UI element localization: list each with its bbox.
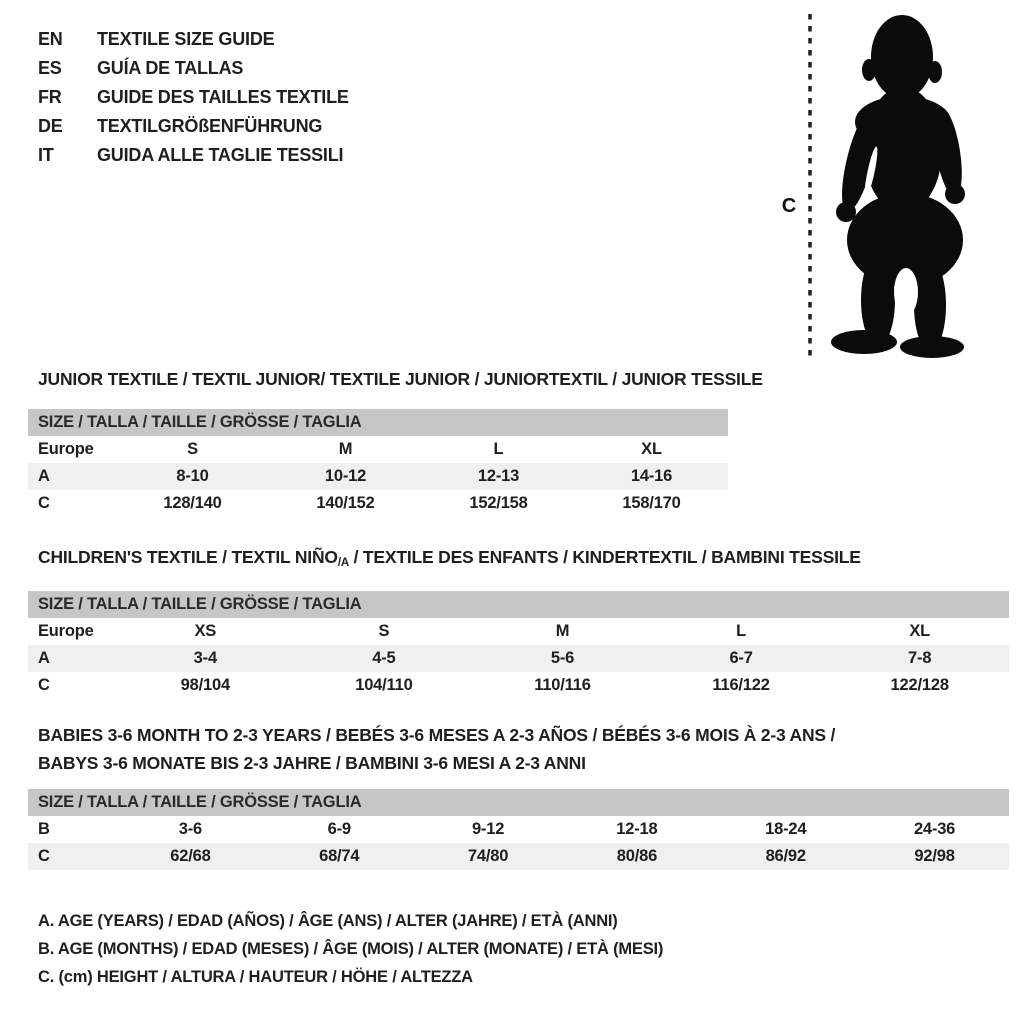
language-code: EN [38,29,63,49]
footnote-c: C. (cm) HEIGHT / ALTURA / HAUTEUR / HÖHE / ALTEZZA [38,968,473,986]
age-cell: 9-12 [471,820,505,838]
height-cell: 152/158 [469,494,528,512]
children-section-title [38,547,861,569]
height-cell: 68/74 [319,847,360,865]
age-cell: 4-5 [372,649,396,667]
table-row-age [28,463,728,490]
language-code: ES [38,58,62,78]
height-cell: 86/92 [765,847,806,865]
footnote-b: B. AGE (MONTHS) / EDAD (MESES) / ÂGE (MOIS) / ALTER (MONATE) / ETÀ (MESI) [38,940,664,958]
children-title-subscript: /A [337,557,349,569]
language-label: GUIDE DES TAILLES TEXTILE [97,87,349,107]
height-cell: 62/68 [170,847,211,865]
children-size-table [28,591,1009,699]
age-cell: 12-13 [477,467,520,485]
age-cell: 6-9 [327,820,351,838]
table-row-age [28,645,1009,672]
row-label: B [38,820,50,838]
language-label: TEXTILGRÖßENFÜHRUNG [97,116,323,136]
height-measure-label: C [781,195,796,217]
height-cell: 104/110 [355,676,413,694]
table-row-age-months [28,816,1009,843]
age-cell: 7-8 [908,649,932,667]
table-row-height [28,490,728,517]
size-cell: M [555,622,570,640]
footnote-a: A. AGE (YEARS) / EDAD (AÑOS) / ÂGE (ANS) / ALTER (JAHRE) / ETÀ (ANNI) [38,912,618,930]
size-cell: XL [909,622,931,640]
height-cell: 158/170 [622,494,681,512]
age-cell: 3-4 [193,649,217,667]
age-cell: 5-6 [550,649,575,667]
language-row-fr [38,83,349,112]
age-cell: 8-10 [176,467,209,485]
age-cell: 10-12 [324,467,367,485]
junior-size-table [28,409,728,517]
size-table-header: SIZE / TALLA / TAILLE / GRÖSSE / TAGLIA [28,409,728,436]
height-cell: 80/86 [616,847,658,865]
age-cell: 12-18 [616,820,658,838]
language-code: IT [38,145,54,165]
size-cell: S [187,440,198,458]
row-label: C [38,847,50,865]
height-cell: 92/98 [914,847,955,865]
language-label: GUÍA DE TALLAS [97,58,244,78]
babies-size-table [28,789,1009,870]
row-label: C [38,676,50,694]
size-cell: L [493,440,504,458]
toddler-height-figure [758,0,990,375]
height-cell: 110/116 [534,676,591,694]
babies-title-line2: BABYS 3-6 MONATE BIS 2-3 JAHRE / BAMBINI 3-6 MESI A 2-3 ANNI [38,753,586,773]
age-cell: 6-7 [729,649,753,667]
language-row-es [38,54,349,83]
children-title-suffix: / TEXTILE DES ENFANTS / KINDERTEXTIL / BAMBINI TESSILE [348,547,861,567]
height-cell: 74/80 [467,847,509,865]
language-label: TEXTILE SIZE GUIDE [97,29,275,49]
footnote-legend [38,907,663,991]
children-title-prefix: CHILDREN'S TEXTILE / TEXTIL NIÑO [38,547,338,567]
row-label: C [38,494,50,512]
language-row-it [38,141,349,170]
age-cell: 18-24 [765,820,807,838]
size-cell: M [338,440,353,458]
table-row-height [28,672,1009,699]
row-label: Europe [38,440,94,458]
language-code: FR [38,87,62,107]
toddler-silhouette-icon [758,0,990,370]
row-label: Europe [38,622,94,640]
size-table-header: SIZE / TALLA / TAILLE / GRÖSSE / TAGLIA [28,789,1009,816]
size-cell: XL [641,440,662,458]
table-row-europe [28,436,728,463]
row-label: A [38,467,50,485]
language-code: DE [38,116,63,136]
babies-section-title [38,721,835,777]
row-label: A [38,649,50,667]
age-cell: 24-36 [913,820,956,838]
language-row-en [38,25,349,54]
language-title-list [38,25,349,170]
junior-section-title: JUNIOR TEXTILE / TEXTIL JUNIOR/ TEXTILE JUNIOR / JUNIORTEXTIL / JUNIOR TESSILE [38,369,763,389]
age-cell: 3-6 [178,820,203,838]
language-label: GUIDA ALLE TAGLIE TESSILI [97,145,344,165]
height-cell: 140/152 [316,494,375,512]
age-cell: 14-16 [630,467,673,485]
toddler-silhouette-shape [831,15,967,358]
table-row-europe [28,618,1009,645]
size-cell: XS [194,622,217,640]
height-cell: 128/140 [163,494,222,512]
size-table-header: SIZE / TALLA / TAILLE / GRÖSSE / TAGLIA [28,591,1009,618]
table-row-height [28,843,1009,870]
size-cell: S [378,622,390,640]
height-cell: 116/122 [712,676,770,694]
height-cell: 98/104 [180,676,230,694]
language-row-de [38,112,349,141]
height-cell: 122/128 [890,676,949,694]
babies-title-line1: BABIES 3-6 MONTH TO 2-3 YEARS / BEBÉS 3-6 MESES A 2-3 AÑOS / BÉBÉS 3-6 MOIS À 2-3 ANS / [38,725,836,745]
size-cell: L [736,622,747,640]
